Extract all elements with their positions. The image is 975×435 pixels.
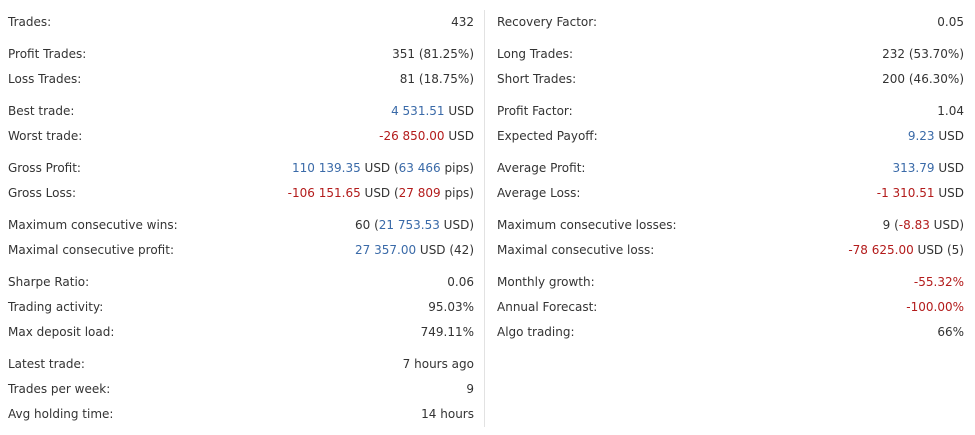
expected-payoff-value xyxy=(908,124,964,149)
stat-row-max-consecutive-profit xyxy=(8,238,474,263)
trading-activity-label: Trading activity: xyxy=(8,300,104,314)
stat-row-monthly-growth xyxy=(497,270,964,295)
average-loss-amount: -1 310.51 xyxy=(876,186,935,200)
trades-label: Trades: xyxy=(8,15,52,29)
trading-activity-value: 95.03% xyxy=(428,300,474,314)
max-consecutive-profit-label: Maximal consecutive profit: xyxy=(8,243,174,257)
stat-row-max-consecutive-wins xyxy=(8,213,474,238)
recovery-group xyxy=(497,10,964,35)
max-consecutive-losses-end: USD) xyxy=(929,218,964,232)
profit-loss-trades-group xyxy=(8,42,474,92)
column-divider xyxy=(484,10,485,427)
stat-row-long-trades xyxy=(497,42,964,67)
gross-loss-label: Gross Loss: xyxy=(8,186,76,200)
expected-payoff-label: Expected Payoff: xyxy=(497,129,598,143)
stat-row-expected-payoff xyxy=(497,124,964,149)
profit-factor-value: 1.04 xyxy=(937,104,964,118)
long-short-group xyxy=(497,42,964,92)
profit-trades-label: Profit Trades: xyxy=(8,47,87,61)
ratios-group xyxy=(8,270,474,345)
stat-row-worst-trade xyxy=(8,124,474,149)
long-trades-label: Long Trades: xyxy=(497,47,574,61)
max-consecutive-profit-end: USD (42) xyxy=(416,243,474,257)
worst-trade-label: Worst trade: xyxy=(8,129,83,143)
stat-row-max-deposit-load xyxy=(8,320,474,345)
stat-row-loss-trades xyxy=(8,67,474,92)
latest-trade-label: Latest trade: xyxy=(8,357,85,371)
avg-holding-time-value: 14 hours xyxy=(421,407,474,421)
max-consecutive-profit-value xyxy=(355,238,474,263)
best-trade-amount: 4 531.51 xyxy=(391,104,445,118)
stat-row-short-trades xyxy=(497,67,964,92)
stat-row-max-consecutive-loss xyxy=(497,238,964,263)
profit-factor-label: Profit Factor: xyxy=(497,104,573,118)
monthly-growth-value: -55.32% xyxy=(913,275,964,289)
stat-row-trading-activity xyxy=(8,295,474,320)
consecutive-losses-group xyxy=(497,213,964,263)
latest-trade-value: 7 hours ago xyxy=(402,357,474,371)
stat-row-sharpe-ratio xyxy=(8,270,474,295)
average-loss-currency: USD xyxy=(934,186,964,200)
max-consecutive-loss-end: USD (5) xyxy=(913,243,964,257)
expected-payoff-amount: 9.23 xyxy=(907,129,935,143)
gross-profit-value xyxy=(292,156,474,181)
sharpe-ratio-value: 0.06 xyxy=(447,275,474,289)
stat-row-max-consecutive-losses xyxy=(497,213,964,238)
max-consecutive-loss-amount: -78 625.00 xyxy=(848,243,914,257)
max-deposit-load-value: 749.11% xyxy=(420,325,474,339)
long-trades-value: 232 (53.70%) xyxy=(882,47,964,61)
worst-trade-value xyxy=(379,124,474,149)
max-consecutive-losses-value xyxy=(883,213,964,238)
average-group xyxy=(497,156,964,206)
stat-row-annual-forecast xyxy=(497,295,964,320)
short-trades-value: 200 (46.30%) xyxy=(882,72,964,86)
worst-trade-currency: USD xyxy=(444,129,474,143)
algo-trading-label: Algo trading: xyxy=(497,325,575,339)
gross-loss-pips: 27 809 xyxy=(398,186,441,200)
monthly-growth-label: Monthly growth: xyxy=(497,275,595,289)
sharpe-ratio-label: Sharpe Ratio: xyxy=(8,275,90,289)
stat-row-profit-trades xyxy=(8,42,474,67)
average-loss-label: Average Loss: xyxy=(497,186,581,200)
avg-holding-time-label: Avg holding time: xyxy=(8,407,114,421)
annual-forecast-label: Annual Forecast: xyxy=(497,300,598,314)
loss-trades-value: 81 (18.75%) xyxy=(399,72,474,86)
trades-per-week-value: 9 xyxy=(466,382,474,396)
max-consecutive-wins-value xyxy=(355,213,474,238)
average-profit-label: Average Profit: xyxy=(497,161,586,175)
max-consecutive-wins-label: Maximum consecutive wins: xyxy=(8,218,178,232)
gross-loss-amount: -106 151.65 xyxy=(287,186,361,200)
max-consecutive-loss-label: Maximal consecutive loss: xyxy=(497,243,655,257)
max-consecutive-profit-amount: 27 357.00 xyxy=(355,243,417,257)
stat-row-latest-trade xyxy=(8,352,474,377)
statistics-left-column xyxy=(8,10,474,434)
max-consecutive-wins-amount: 21 753.53 xyxy=(378,218,440,232)
gross-loss-end: pips) xyxy=(440,186,474,200)
expected-payoff-currency: USD xyxy=(934,129,964,143)
statistics-right-column xyxy=(497,10,964,352)
gross-loss-mid: USD ( xyxy=(360,186,399,200)
best-trade-label: Best trade: xyxy=(8,104,75,118)
stat-row-algo-trading xyxy=(497,320,964,345)
trades-group xyxy=(8,10,474,35)
gross-profit-pips: 63 466 xyxy=(398,161,441,175)
profit-trades-value: 351 (81.25%) xyxy=(392,47,474,61)
stat-row-trades-per-week xyxy=(8,377,474,402)
annual-forecast-value: -100.00% xyxy=(906,300,964,314)
stat-row-profit-factor xyxy=(497,99,964,124)
gross-profit-label: Gross Profit: xyxy=(8,161,81,175)
stat-row-trades xyxy=(8,10,474,35)
stat-row-average-loss xyxy=(497,181,964,206)
max-consecutive-wins-end: USD) xyxy=(439,218,474,232)
stat-row-gross-loss xyxy=(8,181,474,206)
stat-row-best-trade xyxy=(8,99,474,124)
average-profit-currency: USD xyxy=(934,161,964,175)
average-profit-value xyxy=(893,156,964,181)
stat-row-recovery-factor xyxy=(497,10,964,35)
growth-group xyxy=(497,270,964,345)
stat-row-average-profit xyxy=(497,156,964,181)
gross-loss-value xyxy=(288,181,474,206)
worst-trade-amount: -26 850.00 xyxy=(379,129,445,143)
average-loss-value xyxy=(877,181,964,206)
best-trade-currency: USD xyxy=(444,104,474,118)
max-consecutive-wins-count: 60 ( xyxy=(355,218,379,232)
gross-group xyxy=(8,156,474,206)
algo-trading-value: 66% xyxy=(937,325,964,339)
max-consecutive-loss-value xyxy=(848,238,964,263)
recovery-factor-label: Recovery Factor: xyxy=(497,15,598,29)
short-trades-label: Short Trades: xyxy=(497,72,577,86)
gross-profit-amount: 110 139.35 xyxy=(292,161,361,175)
max-consecutive-losses-count: 9 ( xyxy=(882,218,899,232)
max-consecutive-losses-label: Maximum consecutive losses: xyxy=(497,218,677,232)
loss-trades-label: Loss Trades: xyxy=(8,72,82,86)
factor-payoff-group xyxy=(497,99,964,149)
timing-group xyxy=(8,352,474,427)
stat-row-gross-profit xyxy=(8,156,474,181)
gross-profit-mid: USD ( xyxy=(360,161,399,175)
trades-per-week-label: Trades per week: xyxy=(8,382,111,396)
average-profit-amount: 313.79 xyxy=(892,161,935,175)
max-deposit-load-label: Max deposit load: xyxy=(8,325,115,339)
best-trade-value xyxy=(391,99,474,124)
stat-row-avg-holding-time xyxy=(8,402,474,427)
gross-profit-end: pips) xyxy=(440,161,474,175)
recovery-factor-value: 0.05 xyxy=(937,15,964,29)
best-worst-group xyxy=(8,99,474,149)
consecutive-wins-group xyxy=(8,213,474,263)
trades-value: 432 xyxy=(451,15,474,29)
max-consecutive-losses-amount: -8.83 xyxy=(898,218,930,232)
